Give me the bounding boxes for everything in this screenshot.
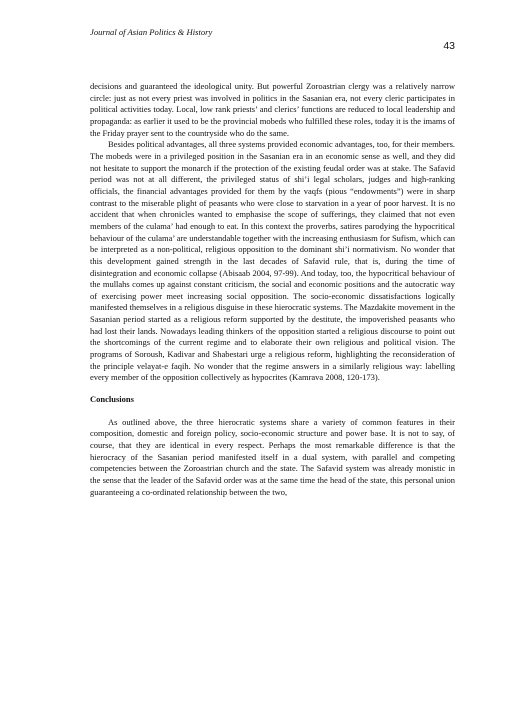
paragraph-economic-advantages: Besides political advantages, all three systems provided economic advantages, too, for their members. The mobeds were in a privileged position in the Sasanian era in an economic sense as well, and they did not hesitate to support the monarch if the protection of the existing feudal order was at stake. The Safavid period was not at all different, the privileged status of shi’i legal scholars, judges and high-ranking officials, the financial advantages provided for them by the vaqfs (pious “endowments”) were in sharp contrast to the miserable plight of peasants who were close to starvation in a year of poor harvest. It is no accident that when chronicles wanted to emphasise the scope of sufferings, they claimed that not even members of the culama’ had enough to eat. In this context the proverbs, satires parodying the hypocritical behaviour of the culama’ are understandable together with the increasing enthusiasm for Sufism, which can be interpreted as a non-political, religious opposition to the dominant shi’i normativism. No wonder that this development gained strength in the last decades of Safavid rule, that is, during the time of disintegration and economic collapse (Abisaab 2004, 97-99). And today, too, the hypocritical behaviour of the mullahs comes up against constant criticism, the social and economic positions and the autocratic way of exercising power meet increasing social opposition. The socio-economic dissatisfactions logically manifested themselves in a religious disguise in these hierocratic systems. The Mazdakite movement in the Sasanian period started as a religious reform supported by the destitute, the impoverished peasants who had lost their lands. Nowadays leading thinkers of the opposition started a religious discourse to point out the shortcomings of the current regime and to elaborate their own religious and political vision. The programs of Soroush, Kadivar and Shabestari urge a religious reform, highlighting the reconsideration of the principle velayat-e faqih. No wonder that the regime answers in a similarly religious way: labelling every member of the opposition collectively as hypocrites (Kamrava 2008, 120-173). — [90, 139, 455, 383]
journal-title: Journal of Asian Politics & History — [90, 27, 213, 37]
paragraph-conclusions: As outlined above, the three hierocratic systems share a variety of common features in their composition, domestic and foreign policy, socio-economic structure and power base. It is not to say, of course, that they are identical in every respect. Perhaps the most remarkable difference is that the hierocracy of the Sasanian period manifested itself in a dual system, with parallel and competing competencies between the Zoroastrian church and the state. The Safavid system was already monistic in the sense that the leader of the Safavid order was at the same time the head of the state, this personal union guaranteeing a co-ordinated relationship between the two, — [90, 416, 455, 497]
page-number: 43 — [443, 40, 455, 52]
article-body — [90, 81, 455, 498]
paragraph-continued: decisions and guaranteed the ideological unity. But powerful Zoroastrian clergy was a relatively narrow circle: just as not every priest was involved in politics in the Sasanian era, not every cleric participates in political activities today. Local, low rank priests’ and clerics’ functions are reduced to local leadership and propaganda: as earlier it used to be the provincial mobeds who fulfilled these roles, today it is the imams of the Friday prayer sent to the countryside who do the same. — [90, 81, 455, 138]
section-heading-conclusions: Conclusions — [90, 394, 134, 405]
